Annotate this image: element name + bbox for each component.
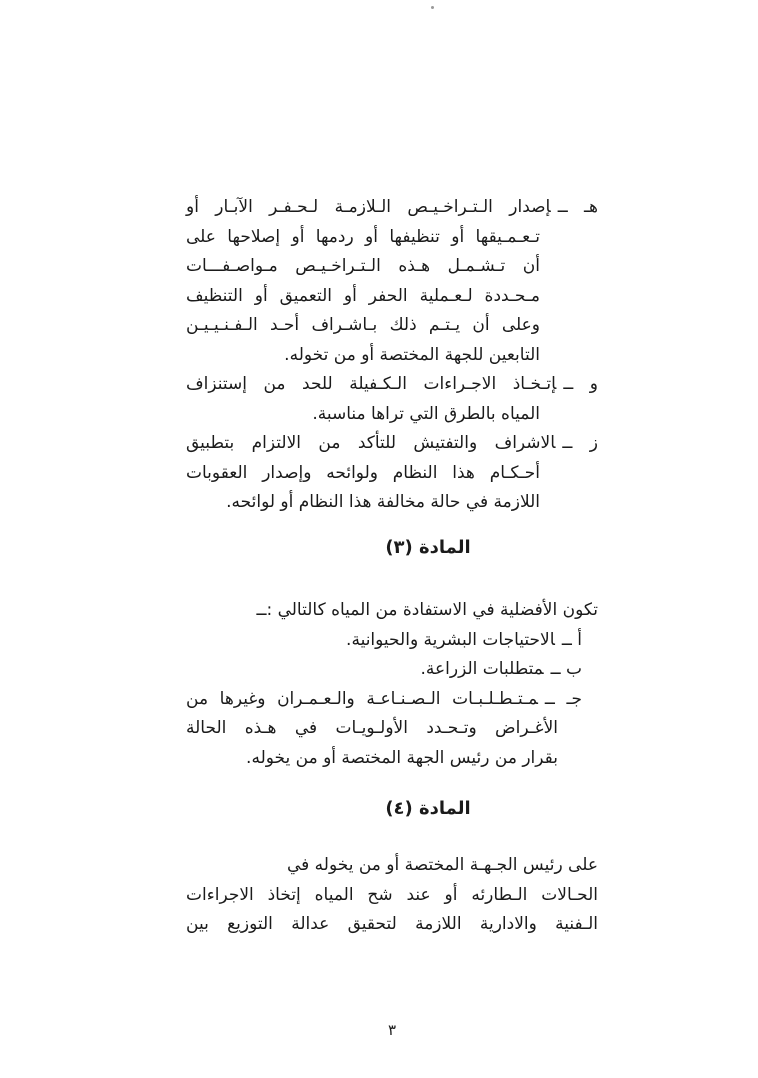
article-3-item-alef xyxy=(186,626,598,656)
article-3-item-jeem-text-1: مـتـطـلـبـات الـصـنـاعـة والـعـمـران وغيرها من xyxy=(186,688,538,709)
article-4-heading: المادة (٤) xyxy=(385,798,471,819)
page-number: ٣ xyxy=(387,1021,397,1039)
provision-heh-line-6: التابعين للجهة المختصة أو من تخوله. xyxy=(284,344,540,365)
article-4-line-1: على رئيس الجـهـة المختصة أو من يخوله في xyxy=(286,855,598,875)
provision-zay-line-3: اللازمة في حالة مخالفة هذا النظام أو لوائحه. xyxy=(226,492,540,512)
article-3-body xyxy=(186,596,598,773)
article-3-intro: تكون الأفضلية في الاستفادة من المياه كالتالي :ــ xyxy=(256,600,598,620)
provision-heh-text-1: إصدار الـتـراخـيـص الـلازمـة لـحـفـر الآبـار أو xyxy=(186,197,551,217)
scan-speck xyxy=(431,6,434,9)
provision-zay-line-2: أحـكـام هذا النظام ولوائحه وإصدار العقوبات xyxy=(186,462,540,483)
provisions-list xyxy=(186,193,598,518)
list-marker-waw: و ــ xyxy=(563,374,598,394)
provision-heh-line-3: أن تـشـمـل هـذه الـتـراخـيـص مـواصـفـــات xyxy=(186,256,540,276)
article-4-line-3: الـفنية والادارية اللازمة لتحقيق عدالة التوزيع بين xyxy=(186,914,598,934)
provision-zay-text-1: الاشراف والتفتيش للتأكد من الالتزام بتطبيق xyxy=(186,433,556,453)
list-marker-jeem: جـ ــ xyxy=(544,688,582,709)
list-marker-alef: أ ــ xyxy=(561,629,582,650)
article-3-item-jeem-line-1 xyxy=(186,685,598,715)
provision-waw-text-1: إتـخـاذ الاجـراءات الـكـفيلة للحد من إستنزاف xyxy=(186,374,557,394)
article-3-item-ba xyxy=(186,655,598,685)
list-marker-zay: ز ــ xyxy=(562,433,598,453)
article-3-item-ba-text: متطلبات الزراعة. xyxy=(420,659,544,679)
provision-zay-line-1 xyxy=(186,429,598,459)
provision-waw-line-1 xyxy=(186,370,598,400)
article-3-item-alef-text: الاحتياجات البشرية والحيوانية. xyxy=(346,629,555,650)
article-4-line-2: الحـالات الـطارئه أو عند شح المياه إتخاذ الاجراءات xyxy=(186,884,598,905)
article-3-heading: المادة (٣) xyxy=(385,537,471,558)
list-marker-ba: ب ــ xyxy=(550,659,582,679)
provision-heh-line-5: وعلى أن يـتـم ذلك بـاشـراف أحـد الـفـنـيـيـن xyxy=(186,315,540,335)
article-3-item-jeem-line-3: بقرار من رئيس الجهة المختصة أو من يخوله. xyxy=(246,747,558,768)
provision-waw-line-2: المياه بالطرق التي تراها مناسبة. xyxy=(312,403,540,424)
list-marker-heh: هـ ــ xyxy=(557,197,598,217)
provision-heh-line-2: تـعـمـيقها أو تنظيفها أو ردمها أو إصلاحها على xyxy=(186,226,540,247)
provision-heh-line-1 xyxy=(186,193,598,223)
article-4-body xyxy=(186,851,598,940)
article-3-item-jeem-line-2: الأغـراض وتـحـدد الأولـويـات في هـذه الحالة xyxy=(186,718,558,738)
provision-heh-line-4: مـحـددة لـعـملية الحفر أو التعميق أو التنظيف xyxy=(186,285,540,306)
